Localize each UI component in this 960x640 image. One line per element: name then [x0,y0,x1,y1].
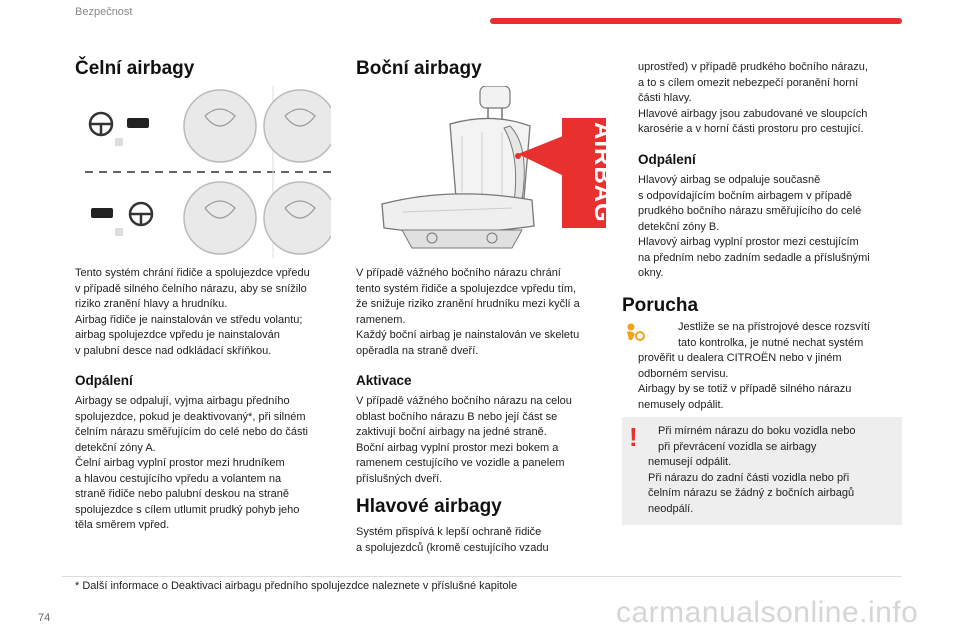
side-airbags-description: V případě vážného bočního nárazu chrání tento systém řidiče a spolujezdce vpředu tím, že snižuje riziko zranění hrudníku mezi kyčlí a ramenem. Každý boční airbag je nainstalován ve skeletu opěradla na straně dveří. [356,267,580,357]
head-deployment-subtitle: Odpálení [638,152,696,167]
seat-illustration [362,86,612,258]
exclamation-icon: ! [629,422,638,452]
footnote: * Další informace o Deaktivaci airbagu předního spolujezdce naleznete v příslušné kapitole [75,580,518,592]
malfunction-text: Jestliže se na přístrojové desce rozsvítí tato kontrolka, je nutné nechat systém prověřit u dealera CITROËN nebo v jiném odborném servisu. Airbagy by se totiž v případě silného nárazu nemusely odpálit. [638,321,870,411]
side-activation-text: V případě vážného bočního nárazu na celou oblast bočního nárazu B nebo její část se zaktivují boční airbagy na jedné straně. Boční airbag vyplní prostor mezi bokem a ramenem cestujícího ve vozidle a panelem příslušných dveří. [356,395,572,485]
page-number: 74 [38,612,51,624]
header-accent-bar [490,18,902,24]
malfunction-title: Porucha [622,295,699,316]
side-activation-subtitle: Aktivace [356,373,412,388]
frontal-airbags-description: Tento systém chrání řidiče a spolujezdce vpředu v případě silného čelního nárazu, aby se snížilo riziko zranění hlavy a hrudníku. Airbag řidiče je nainstalován ve středu volantu; airbag spolujezdce vpředu je nainstalován v palubní desce nad odkládací skříňkou. [75,267,310,357]
head-deployment-text: Hlavový airbag se odpaluje současně s odpovídajícím bočním airbagem v případě prudkého bočního nárazu směřujícího do celé detekční zóny B. Hlavový airbag vyplní prostor mezi cestujícím na předním nebo zadním sedadle a příslušnými okny. [638,174,870,279]
airbag-label: AIRBAG [589,122,616,223]
footnote-divider [62,576,902,577]
frontal-airbags-title: Čelní airbagy [75,58,195,79]
head-airbags-continued: uprostřed) v případě prudkého bočního nárazu, a to s cílem omezit nebezpečí poranění horní části hlavy. Hlavové airbagy jsou zabudované ve sloupcích karosérie a v horní části prostoru pro cestující. [638,61,868,135]
frontal-airbag-illustration [75,86,331,258]
head-airbags-title: Hlavové airbagy [356,496,502,517]
watermark: carmanualsonline.info [616,596,919,629]
section-header: Bezpečnost [75,6,133,18]
frontal-deployment-subtitle: Odpálení [75,373,133,388]
side-airbags-title: Boční airbagy [356,58,482,79]
frontal-deployment-text: Airbagy se odpalují, vyjma airbagu předního spolujezdce, pokud je deaktivovaný*, při silném čelním nárazu směřujícím do celé nebo do části detekční zóny A. Čelní airbag vyplní prostor mezi hrudníkem a hlavou cestujícího vpředu a volantem na straně řidiče nebo palubní deskou na straně spolujezdce s cílem utlumit prudký pohyb jeho těla směrem vpřed. [75,395,308,531]
head-airbags-intro: Systém přispívá k lepší ochraně řidiče a spolujezdců (kromě cestujícího vzadu [356,526,549,554]
warning-text: Při mírném nárazu do boku vozidla nebo při převrácení vozidla se airbagy nemusejí odpálit. Při nárazu do zadní části vozidla nebo při čelním nárazu se žádný z bočních airbagů neodpálí. [648,425,856,515]
